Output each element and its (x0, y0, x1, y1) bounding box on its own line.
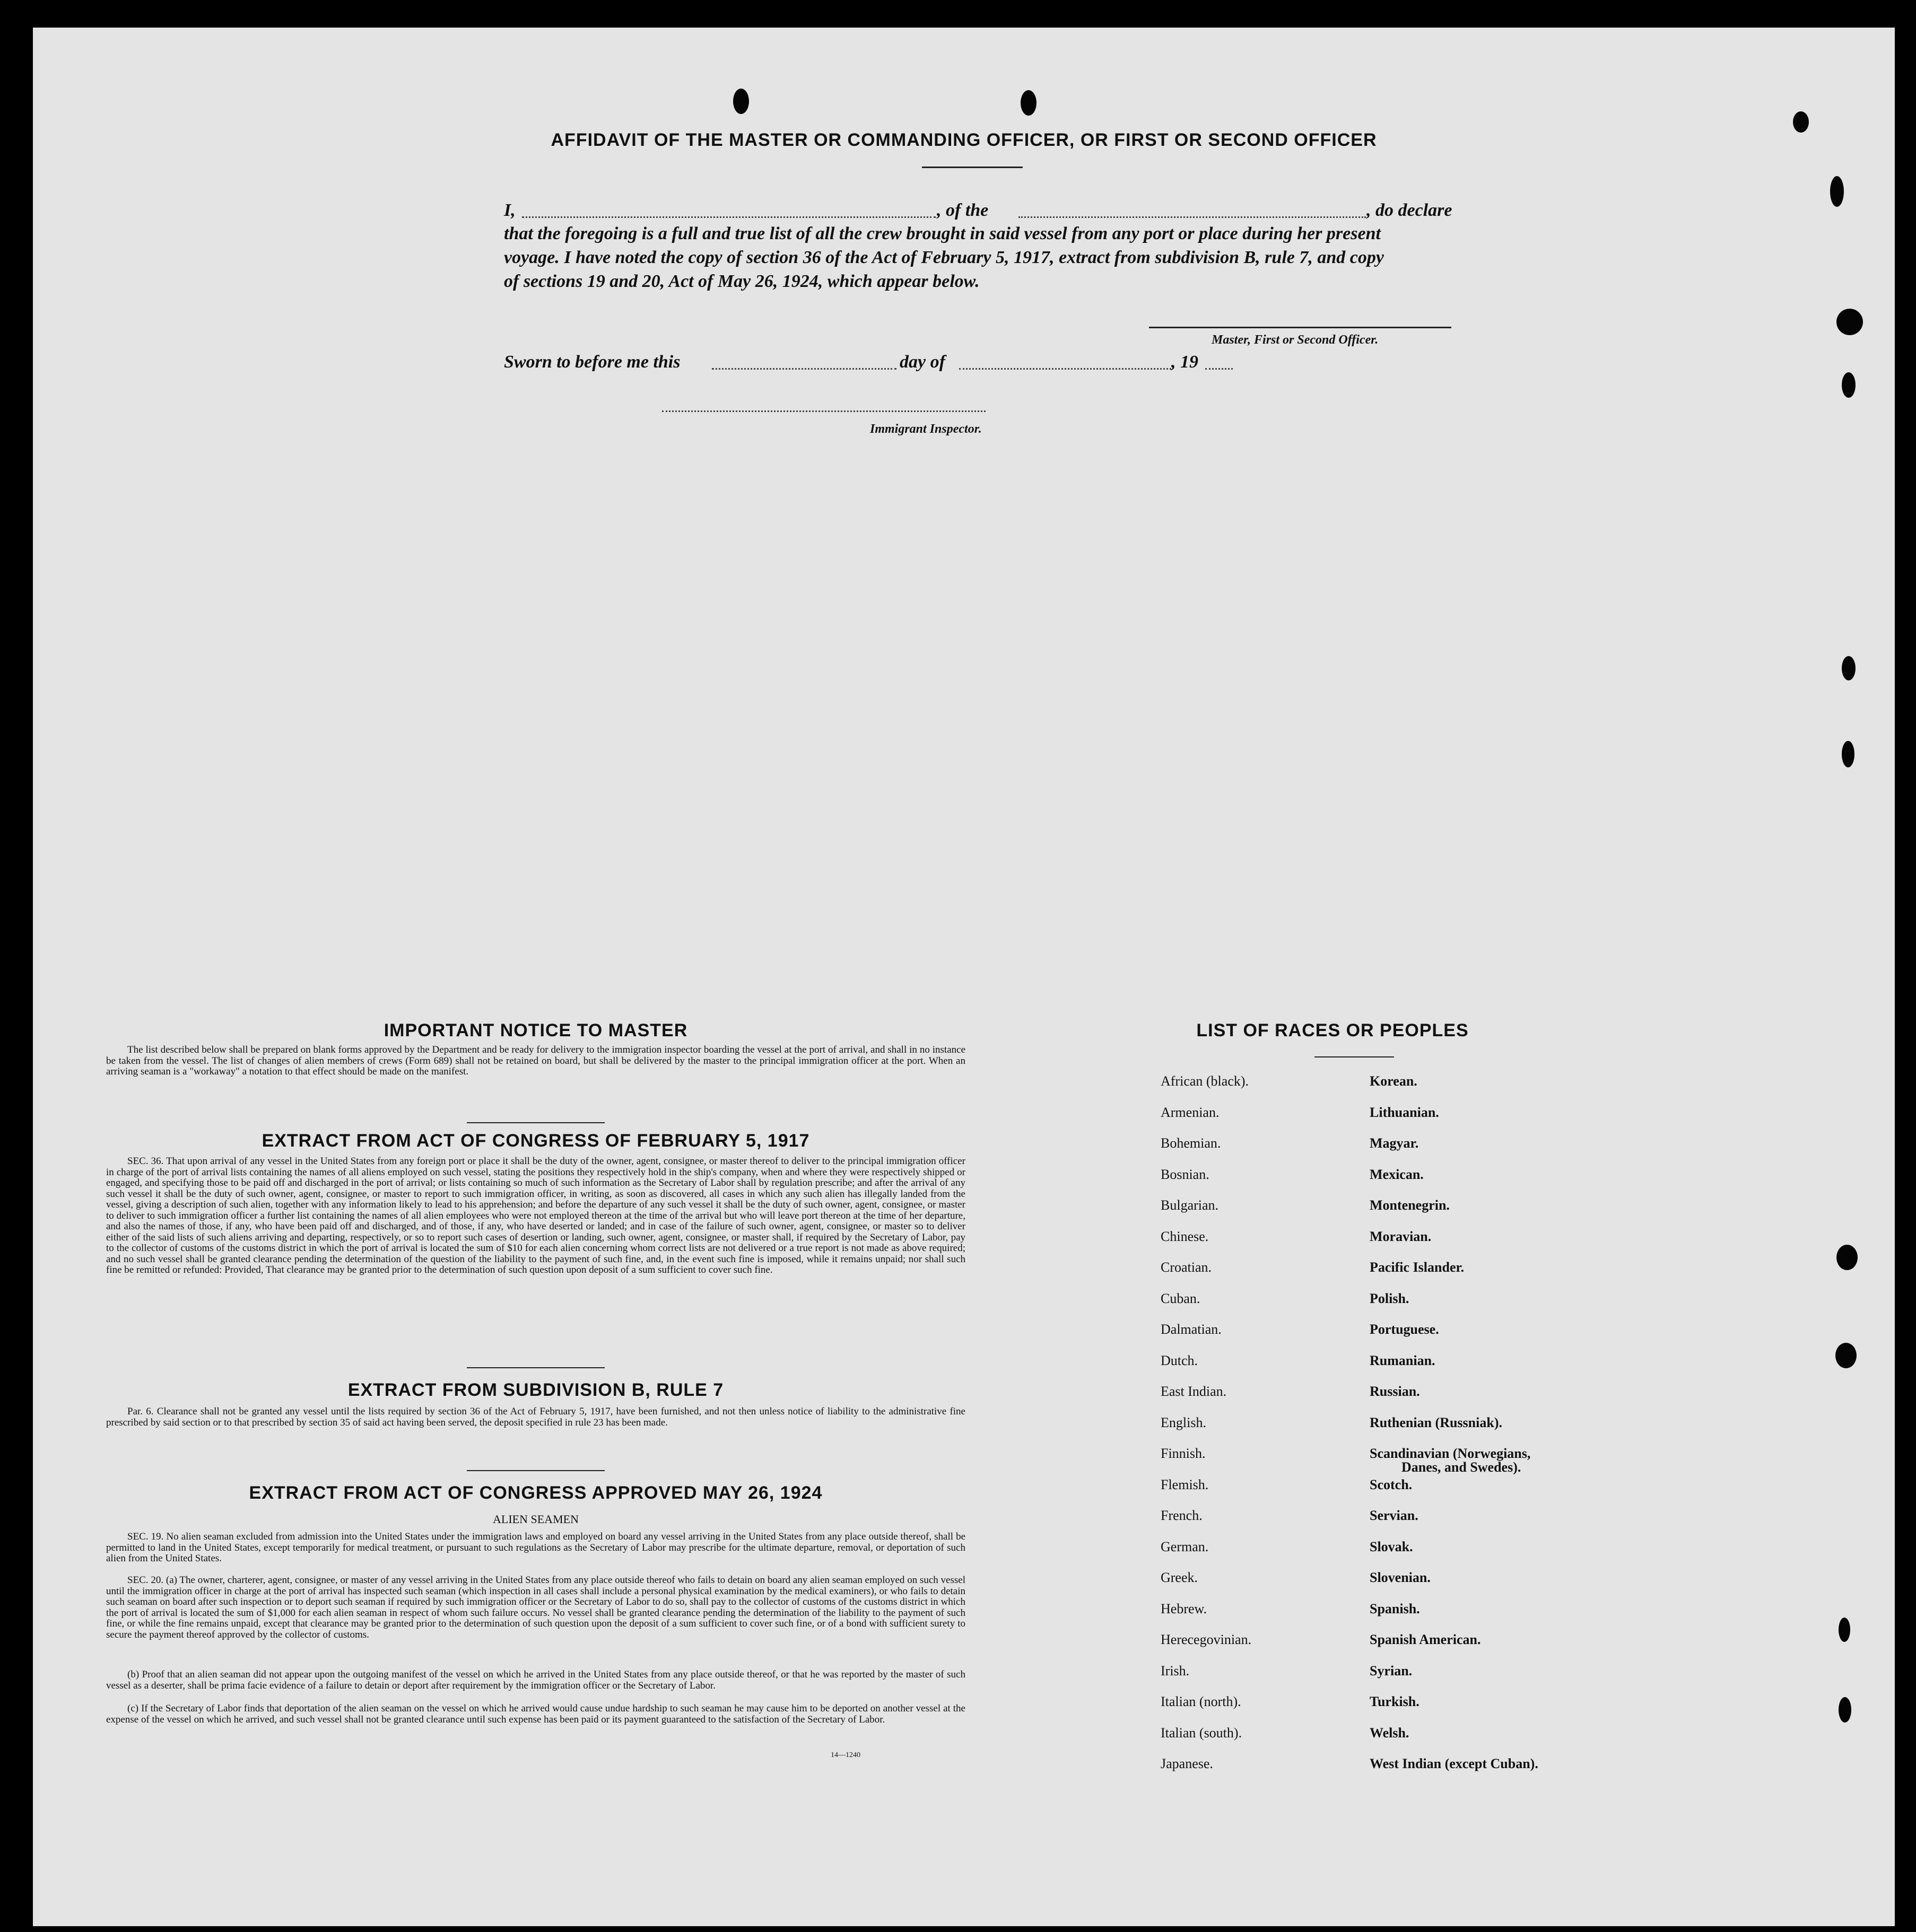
extract-1924-subtitle: ALIEN SEAMEN (493, 1513, 579, 1526)
race-item: African (black). (1161, 1073, 1249, 1089)
race-item: Italian (south). (1161, 1725, 1242, 1741)
race-item: Lithuanian. (1370, 1104, 1439, 1120)
race-item: Flemish. (1161, 1476, 1209, 1492)
race-item: Moravian. (1370, 1228, 1432, 1244)
punch-hole (1835, 1343, 1857, 1368)
extract-1924-sec20b: (b) Proof that an alien seaman did not appear upon the outgoing manifest of the vessel on which he arrived in the United States from any place outside thereof, or that he was reported by the master of such vessel as a deserter, shall be prima facie evidence of a failure to detain or deport after requirement by the immigration officer or the Secretary of Labor. (106, 1669, 965, 1691)
extract-1917-text: SEC. 36. That upon arrival of any vessel in the United States from any foreign port or place it shall be the duty of the owner, agent, consignee, or master thereof to deliver to the principal immigration officer in charge of the port of arrival lists containing the names of all aliens employed on such vessel, stating the positions they respectively hold in the ship's company, when and where they were respectively shipped or engaged, and specifying those to be paid off and discharged in the port of arrival; or lists containing so much of such information as the Secretary of Labor shall by regulation prescribe; and after the arrival of any such vessel it shall be the duty of such owner, agent, consignee, or master to report to such immigration officer, in writing, as soon as discovered, all cases in which any such alien has illegally landed from the vessel, giving a description of such alien, together with any information likely to lead to his apprehension; and before the departure of any such vessel it shall be the duty of such owner, agent, consignee, or master to deliver to such immigration officer a further list containing the names of all alien employees who were not employed thereon at the time of the arrival but who will leave port thereon at the time of her departure, and also the names of those, if any, who have been paid off and discharged, and of those, if any, who have deserted or landed; and in case of the failure of such owner, agent, consignee, or master so to deliver either of the said lists of such aliens arriving and departing, respectively, or so to report such cases of desertion or landing, such owner, agent, consignee, or master shall, if required by the Secretary of Labor, pay to the collector of customs of the customs district in which the port of arrival is located the sum of $10 for each alien concerning whom correct lists are not delivered or a true report is not made as above required; and no such vessel shall be granted clearance pending the determination of the question of the liability to the payment of such fine, and, in the event such fine is imposed, while it remains unpaid; nor shall such fine be remitted or refunded: Provided, That clearance may be granted prior to the determination of such question upon deposit of a sum sufficient to cover such fine. (106, 1156, 965, 1275)
notice-text: The list described below shall be prepared on blank forms approved by the Department and be ready for delivery to the immigration inspector boarding the vessel at the port of arrival, and shall in no instance be taken from the vessel. The list of changes of alien members of crews (Form 689) shall not be retained on board, but shall be delivered by the master to the principal immigration officer at the port. When an arriving seaman is a "workaway" a notation to that effect should be made on the manifest. (106, 1044, 965, 1077)
race-item: Bulgarian. (1161, 1197, 1219, 1213)
extract-rule7-title: EXTRACT FROM SUBDIVISION B, RULE 7 (347, 1380, 724, 1400)
race-item: West Indian (except Cuban). (1370, 1756, 1538, 1771)
punch-hole (1842, 741, 1854, 767)
race-item: Portuguese. (1370, 1322, 1439, 1337)
race-item: Bosnian. (1161, 1166, 1209, 1182)
sworn-month-blank (959, 368, 1171, 370)
declarant-name-blank (522, 216, 936, 218)
punch-hole (1793, 111, 1809, 133)
race-item: Dalmatian. (1161, 1322, 1222, 1337)
punch-hole (1839, 1697, 1851, 1723)
race-item: Hebrew. (1161, 1601, 1207, 1616)
race-item: German. (1161, 1538, 1209, 1554)
punch-hole (1842, 656, 1856, 680)
declaration-line-3: voyage. I have noted the copy of section 36 of the Act of February 5, 1917, extract from subdivision B, rule 7, and copy (504, 248, 1384, 267)
extract-1924-sec19: SEC. 19. No alien seaman excluded from admission into the United States under the immigration laws and employed on board any vessel arriving in the United States from any place outside thereof, shall be permitted to land in the United States, except temporarily for medical treatment, or pursuant to such regulations as the Secretary of Labor may prescribe for the ultimate departure, removal, or deportation of such alien from the United States. (106, 1531, 965, 1564)
race-item: Scotch. (1370, 1476, 1413, 1492)
race-item: Dutch. (1161, 1352, 1198, 1368)
of-the-text: , of the (937, 200, 989, 220)
master-signature-line (1149, 327, 1451, 328)
punch-hole (1836, 309, 1863, 335)
race-item: Bohemian. (1161, 1135, 1221, 1151)
section-divider (467, 1122, 605, 1123)
race-item: French. (1161, 1508, 1203, 1523)
declarant-prefix: I, (504, 200, 516, 220)
race-item: Servian. (1370, 1508, 1418, 1523)
section-divider (467, 1367, 605, 1368)
declaration-line-4: of sections 19 and 20, Act of May 26, 1924, which appear below. (504, 272, 980, 291)
race-item: Pacific Islander. (1370, 1260, 1465, 1275)
race-item: Welsh. (1370, 1725, 1409, 1741)
race-item: Mexican. (1370, 1166, 1424, 1182)
race-item: Japanese. (1161, 1756, 1213, 1771)
race-item: Italian (north). (1161, 1694, 1241, 1709)
race-item: Turkish. (1370, 1694, 1419, 1709)
punch-hole (1842, 372, 1856, 398)
races-title-underline (1314, 1056, 1394, 1057)
race-item: Danes, and Swedes). (1401, 1459, 1521, 1475)
race-item: Scandinavian (Norwegians, (1370, 1446, 1531, 1461)
punch-hole (1021, 90, 1037, 116)
section-divider (467, 1470, 605, 1471)
punch-hole (1836, 1245, 1858, 1270)
declaration-line-2: that the foregoing is a full and true list of all the crew brought in said vessel from any port or place during her present (504, 224, 1381, 243)
sworn-year-blank (1205, 368, 1233, 370)
race-item: Spanish. (1370, 1601, 1420, 1616)
race-item: Slovenian. (1370, 1570, 1431, 1585)
notice-title: IMPORTANT NOTICE TO MASTER (384, 1020, 688, 1041)
extract-1924-sec20c: (c) If the Secretary of Labor finds that deportation of the alien seaman on the vessel on which he arrived would cause undue hardship to such seaman he may cause him to be deported on another vessel at the expense of the vessel on which he arrived, and such vessel shall not be granted clearance until such expense has been paid or its payment guaranteed to the satisfaction of the Secretary of Labor. (106, 1703, 965, 1725)
extract-1924-title: EXTRACT FROM ACT OF CONGRESS APPROVED MAY 26, 1924 (249, 1483, 823, 1503)
race-item: Chinese. (1161, 1228, 1209, 1244)
race-item: Finnish. (1161, 1446, 1206, 1461)
race-item: Greek. (1161, 1570, 1198, 1585)
inspector-label: Immigrant Inspector. (870, 422, 982, 436)
race-item: Rumanian. (1370, 1352, 1435, 1368)
vessel-name-blank (1018, 216, 1366, 218)
do-declare-text: , do declare (1366, 200, 1452, 220)
race-item: Polish. (1370, 1290, 1409, 1306)
race-item: Spanish American. (1370, 1632, 1481, 1647)
document-page (33, 28, 1895, 1926)
punch-hole (1830, 176, 1844, 207)
race-item: English. (1161, 1414, 1206, 1430)
race-item: East Indian. (1161, 1384, 1227, 1399)
master-signature-label: Master, First or Second Officer. (1212, 333, 1379, 347)
extract-1917-title: EXTRACT FROM ACT OF CONGRESS OF FEBRUARY 5, 1917 (262, 1131, 810, 1151)
race-item: Russian. (1370, 1384, 1420, 1399)
race-item: Herecegovinian. (1161, 1632, 1252, 1647)
races-title: LIST OF RACES OR PEOPLES (1196, 1020, 1469, 1041)
extract-1924-sec20a: SEC. 20. (a) The owner, charterer, agent, consignee, or master of any vessel arriving in the United States from any place outside thereof who fails to detain on board any alien seaman employed on such vessel until the immigration officer in charge at the port of arrival has inspected such seaman (which inspection in all cases shall include a personal physical examination by the medical examiners), or who fails to detain such seaman on board after such inspection or to deport such seaman if required by such immigration officer or the Secretary of Labor to do so, shall pay to the collector of customs of the customs district in which the port of arrival is located the sum of $1,000 for each alien seaman in respect of whom such failure occurs. No vessel shall be granted clearance pending the determination of the liability to the payment of such fine, or while the fine remains unpaid, except that clearance may be granted prior to the determination of such question upon the deposit of a sum sufficient to cover such fine, or of a bond with sufficient surety to secure the payment thereof approved by the collector of customs. (106, 1575, 965, 1640)
race-item: Cuban. (1161, 1290, 1200, 1306)
race-item: Slovak. (1370, 1538, 1413, 1554)
sworn-day-blank (712, 368, 896, 370)
punch-hole (1839, 1618, 1850, 1642)
affidavit-title: AFFIDAVIT OF THE MASTER OR COMMANDING OFFICER, OR FIRST OR SECOND OFFICER (551, 130, 1377, 150)
race-item: Syrian. (1370, 1663, 1413, 1679)
punch-hole (733, 89, 749, 114)
declaration-line-1 (504, 200, 1522, 224)
race-item: Armenian. (1161, 1104, 1220, 1120)
race-item: Montenegrin. (1370, 1197, 1450, 1213)
form-number: 14—1240 (831, 1751, 860, 1759)
extract-rule7-text: Par. 6. Clearance shall not be granted any vessel until the lists required by section 36 of the Act of February 5, 1917, have been furnished, and not then unless notice of liability to the administrative fine prescribed by said section or to that prescribed by section 35 of said act having been served, the deposit specified in rule 23 has been made. (106, 1406, 965, 1428)
day-of-text: day of (900, 352, 945, 372)
race-item: Magyar. (1370, 1135, 1419, 1151)
sworn-line (504, 352, 1522, 375)
race-item: Korean. (1370, 1073, 1417, 1089)
title-underline (922, 167, 1023, 168)
race-item: Ruthenian (Russniak). (1370, 1414, 1502, 1430)
race-item: Croatian. (1161, 1260, 1212, 1275)
inspector-signature-line (662, 410, 986, 412)
sworn-text: Sworn to before me this (504, 352, 681, 372)
race-item: Irish. (1161, 1663, 1190, 1679)
year-prefix: , 19 (1171, 352, 1198, 372)
